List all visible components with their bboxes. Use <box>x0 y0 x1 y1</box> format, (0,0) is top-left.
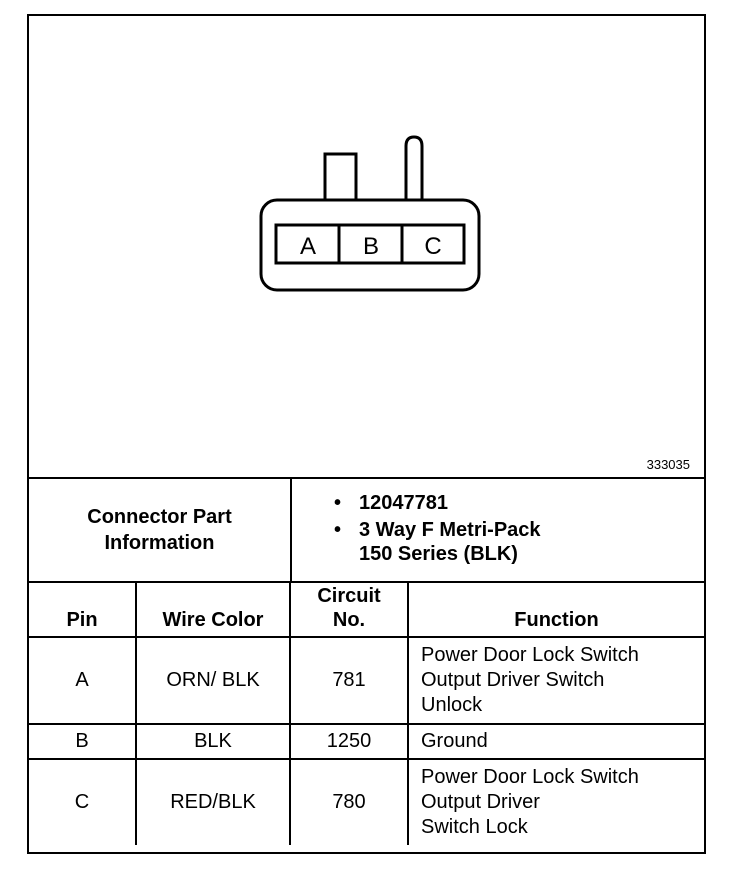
function-line: Power Door Lock Switch <box>421 644 639 666</box>
function-cell <box>408 637 704 724</box>
circuit-cell: 780 <box>290 759 408 845</box>
header-circuit-line2: No. <box>332 609 366 631</box>
table-row <box>29 637 704 724</box>
wire-color-cell: RED/BLK <box>136 759 290 845</box>
connector-latch <box>406 137 422 201</box>
cavity-label-a: A <box>299 233 317 260</box>
function-line: Ground <box>421 730 488 752</box>
header-wire-color: Wire Color <box>136 581 290 637</box>
figure-id: 333035 <box>646 457 690 472</box>
table-row <box>29 759 704 845</box>
function-line: Power Door Lock Switch <box>421 766 639 788</box>
header-circuit-line1: Circuit <box>317 585 381 607</box>
connector-info-label-line1: Connector Part <box>87 506 232 528</box>
header-function: Function <box>408 581 704 637</box>
table-row <box>29 724 704 759</box>
connector-description-line2: 150 Series (BLK) <box>359 543 518 565</box>
connector-figure <box>29 16 704 479</box>
part-number: 12047781 <box>359 492 448 514</box>
function-line: Output Driver <box>421 791 540 813</box>
connector-info-list <box>292 479 704 581</box>
pin-cell: C <box>29 759 136 845</box>
connector-sheet <box>27 14 706 854</box>
connector-lock-tab <box>325 154 356 201</box>
function-cell <box>408 724 704 759</box>
function-cell <box>408 759 704 845</box>
connector-info-label-line2: Information <box>104 532 215 554</box>
header-pin: Pin <box>29 581 136 637</box>
function-line: Switch Lock <box>421 816 528 838</box>
function-line: Output Driver Switch <box>421 669 605 691</box>
connector-description-line1: • 3 Way F Metri-Pack <box>359 519 541 541</box>
circuit-cell: 1250 <box>290 724 408 759</box>
pin-cell: B <box>29 724 136 759</box>
header-circuit-no <box>290 581 408 637</box>
circuit-cell: 781 <box>290 637 408 724</box>
part-number-item <box>292 491 704 515</box>
wire-color-cell: ORN/ BLK <box>136 637 290 724</box>
wire-color-cell: BLK <box>136 724 290 759</box>
connector-info-row <box>29 479 704 583</box>
table-header-row <box>29 581 704 637</box>
function-line: Unlock <box>421 694 483 716</box>
pin-cell: A <box>29 637 136 724</box>
connector-drawing <box>29 16 704 477</box>
cavity-label-c: C <box>424 233 442 260</box>
connector-description-item <box>292 518 704 566</box>
cavity-label-b: B <box>362 233 380 260</box>
connector-info-label <box>29 479 292 581</box>
pinout-table <box>29 581 704 845</box>
